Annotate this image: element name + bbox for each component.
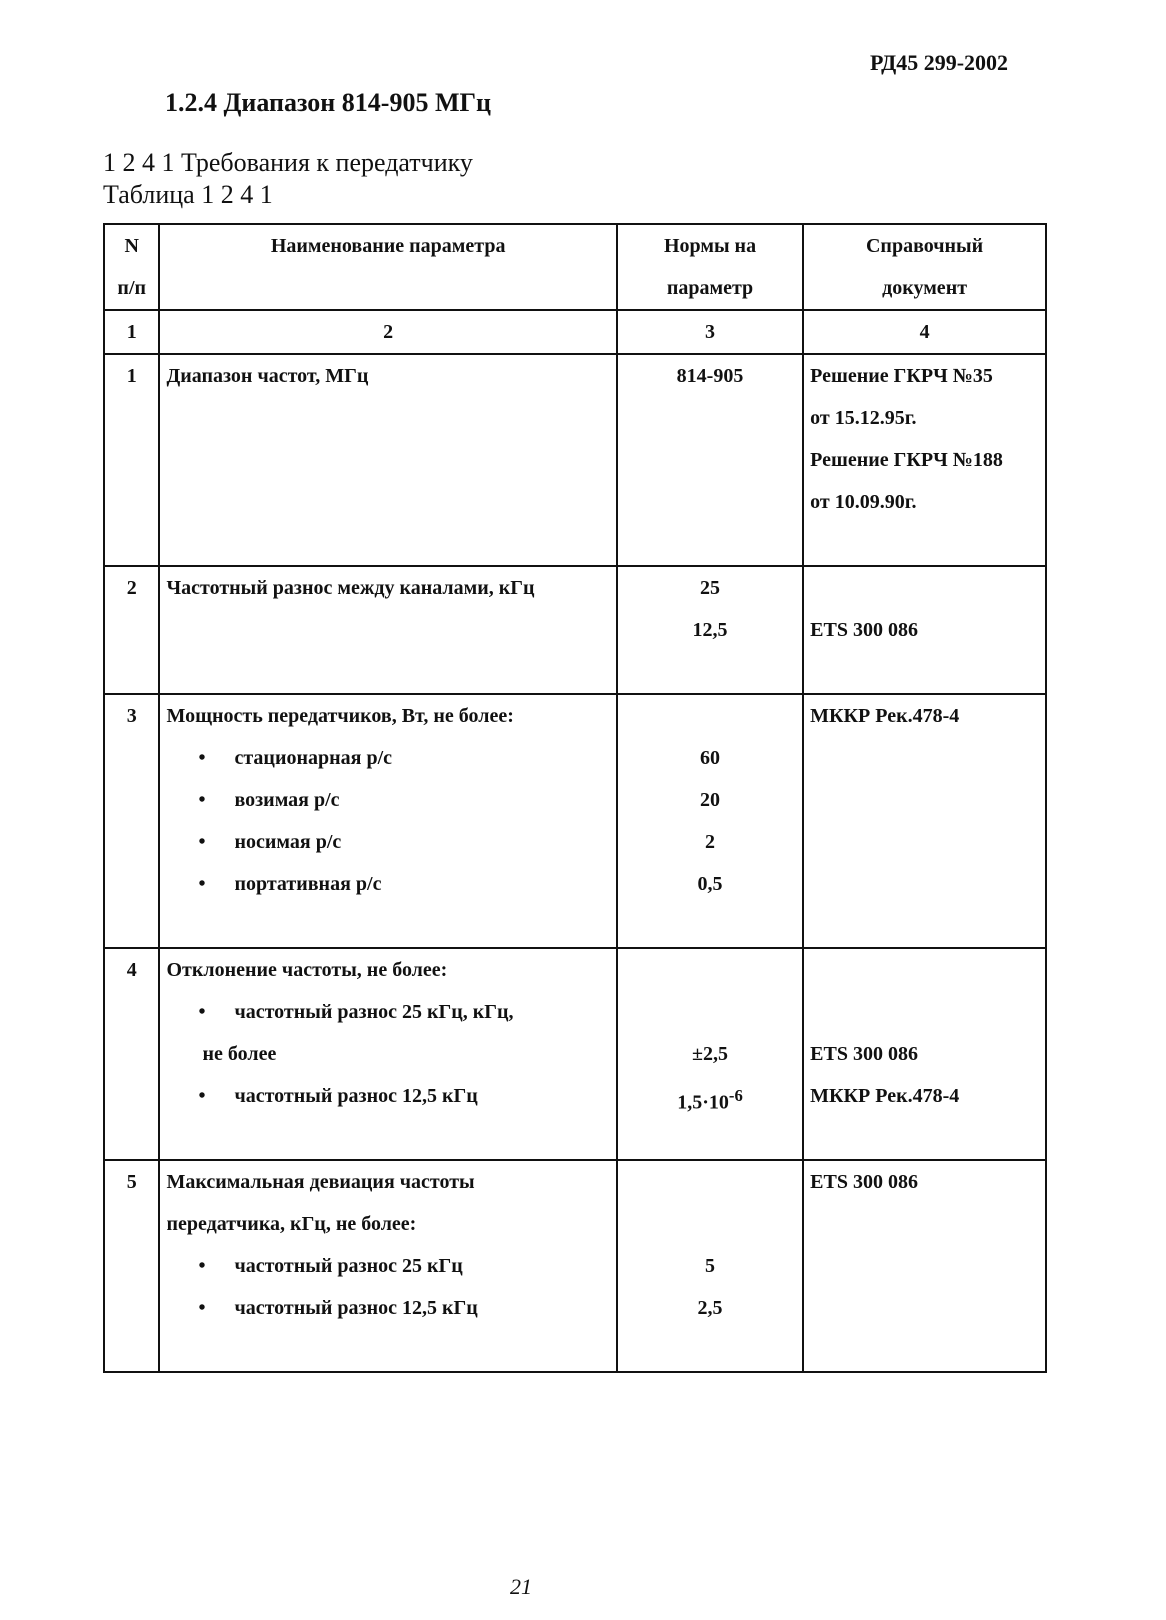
row-norm: ±2,5 $1,5\cdot 10^{-6}$ — [617, 948, 803, 1160]
row-parameter-name: Мощность передатчиков, Вт, не более: • стационарная р/с • возимая р/с • носимая р/с • портативная р/с — [159, 694, 616, 948]
row-parameter-name: Частотный разнос между каналами, кГц — [159, 566, 616, 694]
header-number: N п/п — [104, 224, 159, 310]
row-norm: 5 2,5 — [617, 1160, 803, 1372]
header-parameter-name: Наименование параметра — [159, 224, 616, 310]
row-number: 5 — [104, 1160, 159, 1372]
row-norm: 814-905 — [617, 354, 803, 566]
document-code: РД45 299-2002 — [870, 50, 1009, 75]
list-item: • частотный разнос 25 кГц — [166, 1245, 609, 1287]
list-item: • носимая р/с — [166, 821, 609, 863]
row-reference: ETS 300 086 МККР Рек.478-4 — [803, 948, 1046, 1160]
row-reference: МККР Рек.478-4 — [803, 694, 1046, 948]
row-parameter-name: Отклонение частоты, не более: • частотный разнос 25 кГц, кГц, не более • частотный разнос 12,5 кГц — [159, 948, 616, 1160]
row-reference: ETS 300 086 — [803, 1160, 1046, 1372]
requirements-title: 1 2 4 1 Требования к передатчику — [103, 148, 473, 177]
column-number: 4 — [803, 310, 1046, 354]
table-header-row — [104, 224, 1046, 310]
list-item: • стационарная р/с — [166, 737, 609, 779]
header-norms: Нормы на параметр — [617, 224, 803, 310]
row-number: 3 — [104, 694, 159, 948]
column-numbers-row — [104, 310, 1046, 354]
list-item: • возимая р/с — [166, 779, 609, 821]
row-norm: 60 20 2 0,5 — [617, 694, 803, 948]
row-number: 4 — [104, 948, 159, 1160]
header-reference-document: Справочный документ — [803, 224, 1046, 310]
column-number: 2 — [159, 310, 616, 354]
row-number: 1 — [104, 354, 159, 566]
section-title: 1.2.4 Диапазон 814-905 МГц — [165, 88, 492, 117]
row-parameter-name: Диапазон частот, МГц — [159, 354, 616, 566]
table-caption: Таблица 1 2 4 1 — [103, 180, 273, 209]
row-reference: Решение ГКРЧ №35 от 15.12.95г. Решение ГКРЧ №188 от 10.09.90г. — [803, 354, 1046, 566]
list-item: • частотный разнос 25 кГц, кГц, — [166, 991, 609, 1033]
row-parameter-name: Максимальная девиация частоты передатчика, кГц, не более: • частотный разнос 25 кГц • частотный разнос 12,5 кГц — [159, 1160, 616, 1372]
row-reference: ETS 300 086 — [803, 566, 1046, 694]
column-number: 1 — [104, 310, 159, 354]
table-row — [104, 1160, 1046, 1372]
row-number: 2 — [104, 566, 159, 694]
list-item: • частотный разнос 12,5 кГц — [166, 1075, 609, 1117]
list-item: • портативная р/с — [166, 863, 609, 905]
page-number: 21 — [510, 1574, 532, 1599]
column-number: 3 — [617, 310, 803, 354]
table-row — [104, 694, 1046, 948]
list-item: • частотный разнос 12,5 кГц — [166, 1287, 609, 1329]
table-row — [104, 948, 1046, 1160]
table-row — [104, 566, 1046, 694]
row-norm: 25 12,5 — [617, 566, 803, 694]
requirements-table — [103, 223, 1047, 1373]
table-row — [104, 354, 1046, 566]
